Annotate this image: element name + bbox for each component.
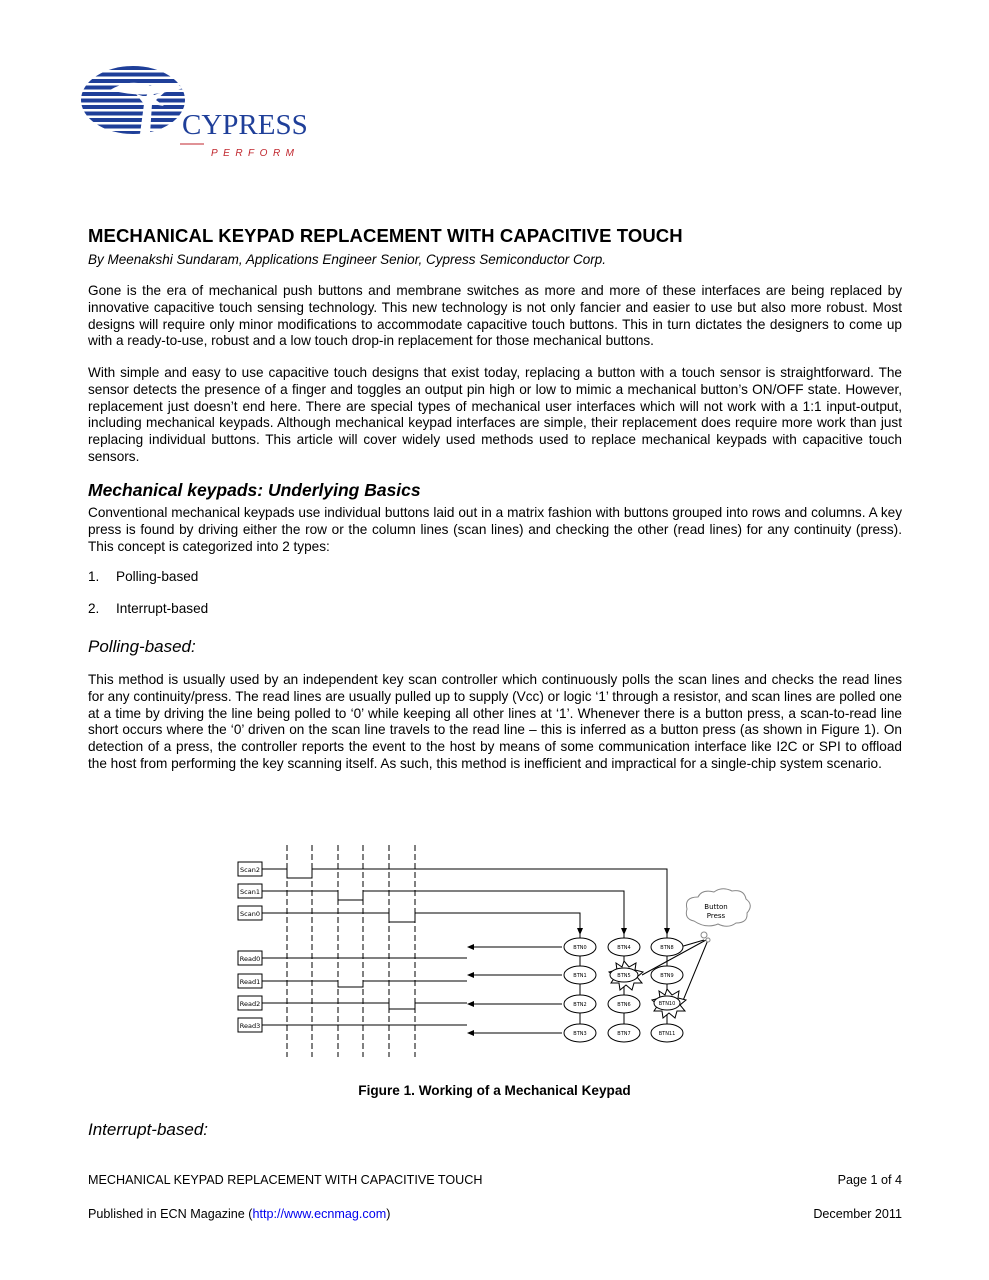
paragraph-basics: Conventional mechanical keypads use individual buttons laid out in a matrix fashion with buttons grouped into rows and columns. A key press is found by driving either the row or the column lines (scan lines) and checking the other (read lines) for any continuity (press). This concept is categorized into 2 types: xyxy=(88,505,902,554)
scan-label: Scan2 xyxy=(240,866,260,874)
cloud-label: Button xyxy=(704,903,728,911)
button-label: BTN6 xyxy=(617,1002,631,1008)
footer-date: December 2011 xyxy=(813,1207,902,1221)
button-label: BTN2 xyxy=(573,1002,587,1008)
section-heading-basics: Mechanical keypads: Underlying Basics xyxy=(88,480,421,500)
figure-caption: Figure 1. Working of a Mechanical Keypad xyxy=(358,1083,631,1098)
list-item: 2. Interrupt-based xyxy=(88,601,209,616)
section-heading-polling: Polling-based: xyxy=(88,637,196,656)
list-item: 1. Polling-based xyxy=(88,569,199,584)
button-label: BTN8 xyxy=(660,945,674,951)
read-label: Read1 xyxy=(239,978,261,986)
paragraph-polling: This method is usually used by an independent key scan controller which continuously polls the scan lines and checks the read lines for any continuity/press. The read lines are usually pulled up to supply (Vcc) or logic ‘1’ through a resistor, and scan lines are polled one at a time by driving the line being polled to ‘0’ while keeping all other lines at ‘1’. Whenever there is a button press, a scan-to-read line short occurs where the ‘0’ driven on the scan line travels to the read line – this is inferred as a button press (as shown in Figure 1). On detection of a press, the controller reports the event to the host by means of some communication interface like I2C or SPI to offload the host from performing the key scanning itself. As such, this method is inefficient and impractical for a single-chip system scenario. xyxy=(88,672,902,771)
button-label: BTN5 xyxy=(617,973,631,979)
page-number: Page 1 of 4 xyxy=(837,1173,902,1187)
button-label: BTN10 xyxy=(658,1001,676,1007)
button-label: BTN3 xyxy=(573,1031,587,1037)
button-label: BTN11 xyxy=(658,1031,676,1037)
footer-title: MECHANICAL KEYPAD REPLACEMENT WITH CAPACITIVE TOUCH xyxy=(88,1173,483,1187)
paragraph-replacement: With simple and easy to use capacitive touch designs that exist today, replacing a button with a touch sensor is straightforward. The sensor detects the presence of a finger and toggles an output pin high or low to mimic a mechanical button’s ON/OFF state. However, replacement just doesn’t end here. There are special types of mechanical user interfaces which will not work with a 1:1 input-output, including mechanical keypads. Although mechanical keypad interfaces are simple, their replacement does require more work than just replacing individual buttons. This article will cover widely used methods used to replace mechanical keypads with capacitive touch sensors. xyxy=(88,365,902,464)
read-label: Read2 xyxy=(239,1000,261,1008)
button-press-cloud xyxy=(686,889,750,942)
button-label: BTN4 xyxy=(617,945,631,951)
button-label: BTN7 xyxy=(617,1031,631,1037)
footer-publication: Published in ECN Magazine (http://www.ecnmag.com) xyxy=(88,1207,391,1221)
keypad-diagram xyxy=(232,843,757,1061)
paragraph-intro: Gone is the era of mechanical push buttons and membrane switches as more and more of these interfaces are being replaced by innovative capacitive touch sensing technology. This new technology is not only fancier and easier to use but also more robust. Most designs will require only minor modifications to accommodate capacitive touch buttons. This in turn dictates the designers to come up with a ready-to-use, robust and a low touch drop-in replacement for those mechanical buttons. xyxy=(88,283,902,349)
article-title: MECHANICAL KEYPAD REPLACEMENT WITH CAPACITIVE TOUCH xyxy=(88,225,683,246)
button-label: BTN9 xyxy=(660,973,674,979)
logo-brand: CYPRESS xyxy=(182,109,308,141)
scan-label: Scan0 xyxy=(240,910,260,918)
button-label: BTN1 xyxy=(573,973,587,979)
byline: By Meenakshi Sundaram, Applications Engineer Senior, Cypress Semiconductor Corp. xyxy=(88,252,607,267)
cloud-label: Press xyxy=(706,912,726,920)
read-label: Read0 xyxy=(239,955,261,963)
ecnmag-link[interactable]: http://www.ecnmag.com xyxy=(252,1207,387,1221)
read-label: Read3 xyxy=(239,1022,261,1030)
logo-tagline: PERFORM xyxy=(211,148,300,159)
section-heading-interrupt: Interrupt-based: xyxy=(88,1120,209,1139)
button-label: BTN0 xyxy=(573,945,587,951)
cypress-logo xyxy=(80,64,320,160)
scan-label: Scan1 xyxy=(240,888,260,896)
